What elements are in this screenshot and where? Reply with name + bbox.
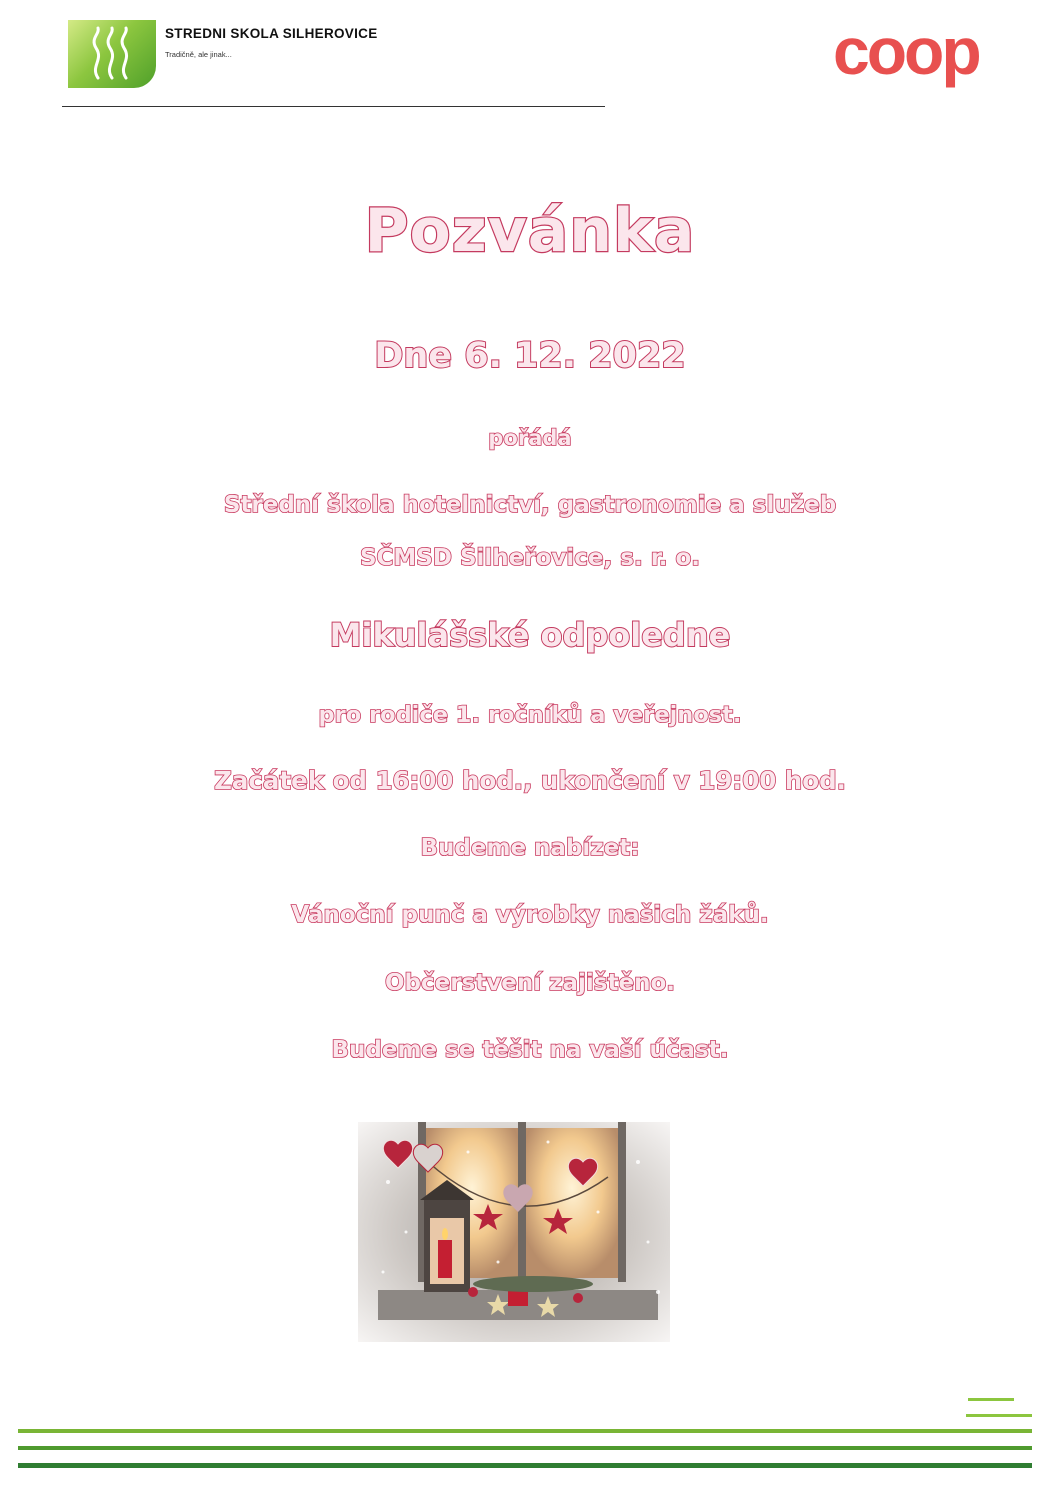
event-time: Začátek od 16:00 hod., ukončení v 19:00 hod.: [214, 766, 846, 795]
organizer-school-line1: Střední škola hotelnictví, gastronomie a služeb: [223, 492, 837, 518]
school-name: STREDNI SKOLA SILHEROVICE: [165, 26, 378, 41]
offer-items: Vánoční punč a výrobky našich žáků.: [291, 902, 769, 928]
school-logo-icon: [68, 20, 156, 88]
footer-stripe: [968, 1398, 1014, 1401]
invitation-title: Pozvánka: [364, 196, 696, 266]
footer-stripe: [18, 1429, 1032, 1433]
footer-stripe: [966, 1414, 1032, 1417]
refreshments-note: Občerstvení zajištěno.: [384, 970, 675, 996]
event-date: Dne 6. 12. 2022: [374, 336, 686, 376]
footer-stripe: [18, 1463, 1032, 1468]
offer-label: Budeme nabízet:: [420, 835, 640, 861]
event-audience: pro rodiče 1. ročníků a veřejnost.: [318, 702, 742, 728]
school-tagline: Tradičně, ale jinak...: [165, 50, 232, 59]
organizer-label: pořádá: [488, 426, 572, 450]
coop-logo: coop: [833, 14, 979, 88]
event-name: Mikulášské odpoledne: [329, 616, 731, 654]
organizer-school-line2: SČMSD Šilheřovice, s. r. o.: [359, 545, 701, 571]
closing-line: Budeme se těšit na vaší účast.: [331, 1037, 729, 1063]
footer-stripe: [18, 1446, 1032, 1450]
christmas-window-image: [358, 1122, 670, 1342]
header-divider: [62, 106, 605, 107]
